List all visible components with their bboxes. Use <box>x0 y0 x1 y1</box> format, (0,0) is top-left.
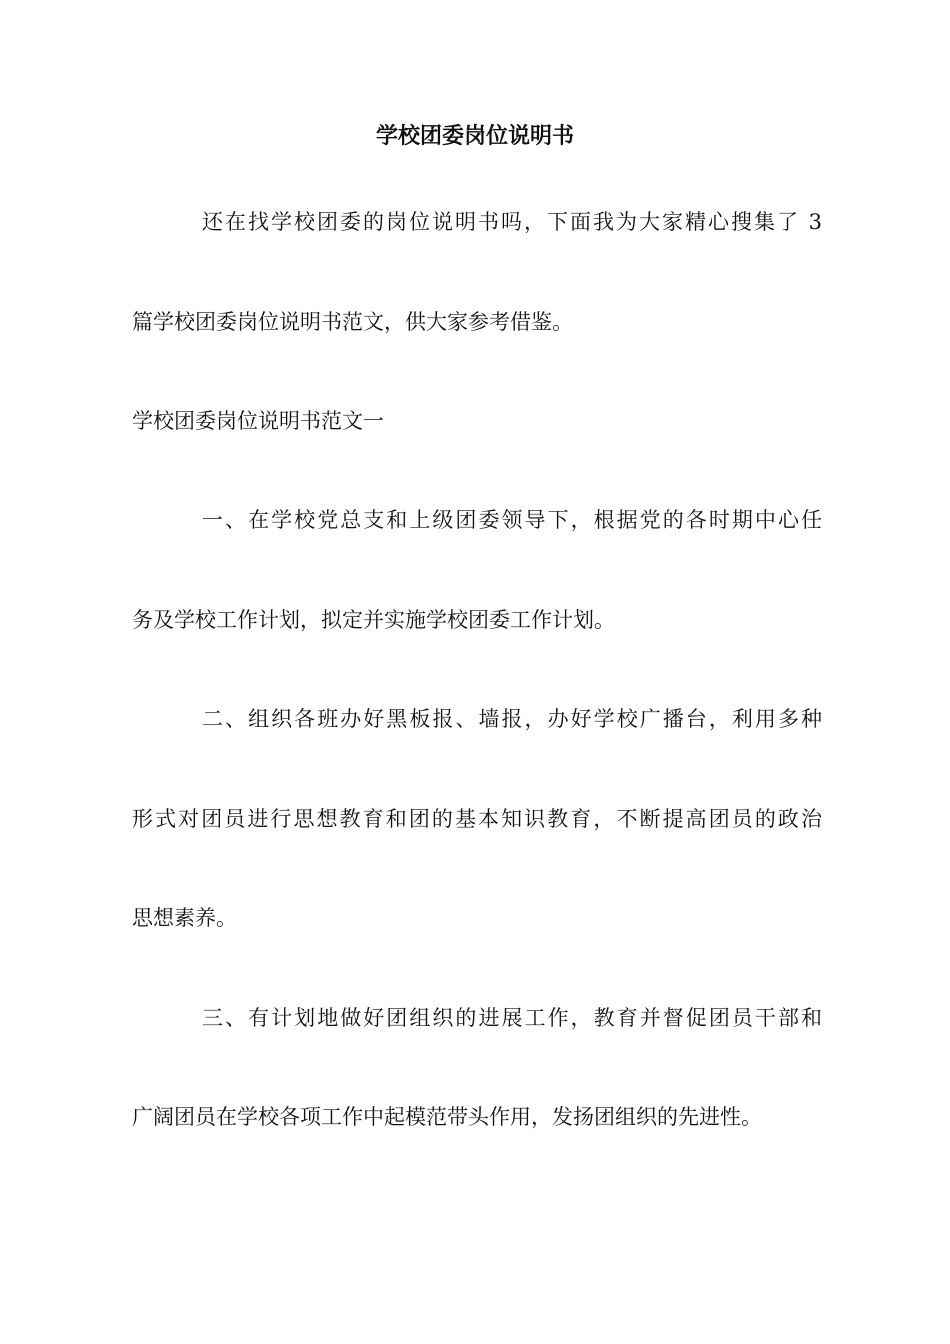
item-3-line-1: 三、有计划地做好团组织的进展工作，教育并督促团员干部和 <box>202 1006 822 1030</box>
item-1-line-1: 一、在学校党总支和上级团委领导下，根据党的各时期中心任 <box>202 508 822 532</box>
item-3-line-2: 广阔团员在学校各项工作中起模范带头作用，发扬团组织的先进性。 <box>132 1105 762 1129</box>
item-1-line-2: 务及学校工作计划，拟定并实施学校团委工作计划。 <box>132 608 615 632</box>
item-2-line-2: 形式对团员进行思想教育和团的基本知识教育，不断提高团员的政治 <box>132 807 822 831</box>
intro-line-1: 还在找学校团委的岗位说明书吗，下面我为大家精心搜集了 3 <box>202 210 822 234</box>
section-heading: 学校团委岗位说明书范文一 <box>132 409 384 433</box>
intro-line-2: 篇学校团委岗位说明书范文，供大家参考借鉴。 <box>132 310 573 334</box>
item-2-line-1: 二、组织各班办好黑板报、墙报，办好学校广播台，利用多种 <box>202 707 822 731</box>
item-2-line-3: 思想素养。 <box>132 906 237 930</box>
document-title: 学校团委岗位说明书 <box>375 124 574 149</box>
